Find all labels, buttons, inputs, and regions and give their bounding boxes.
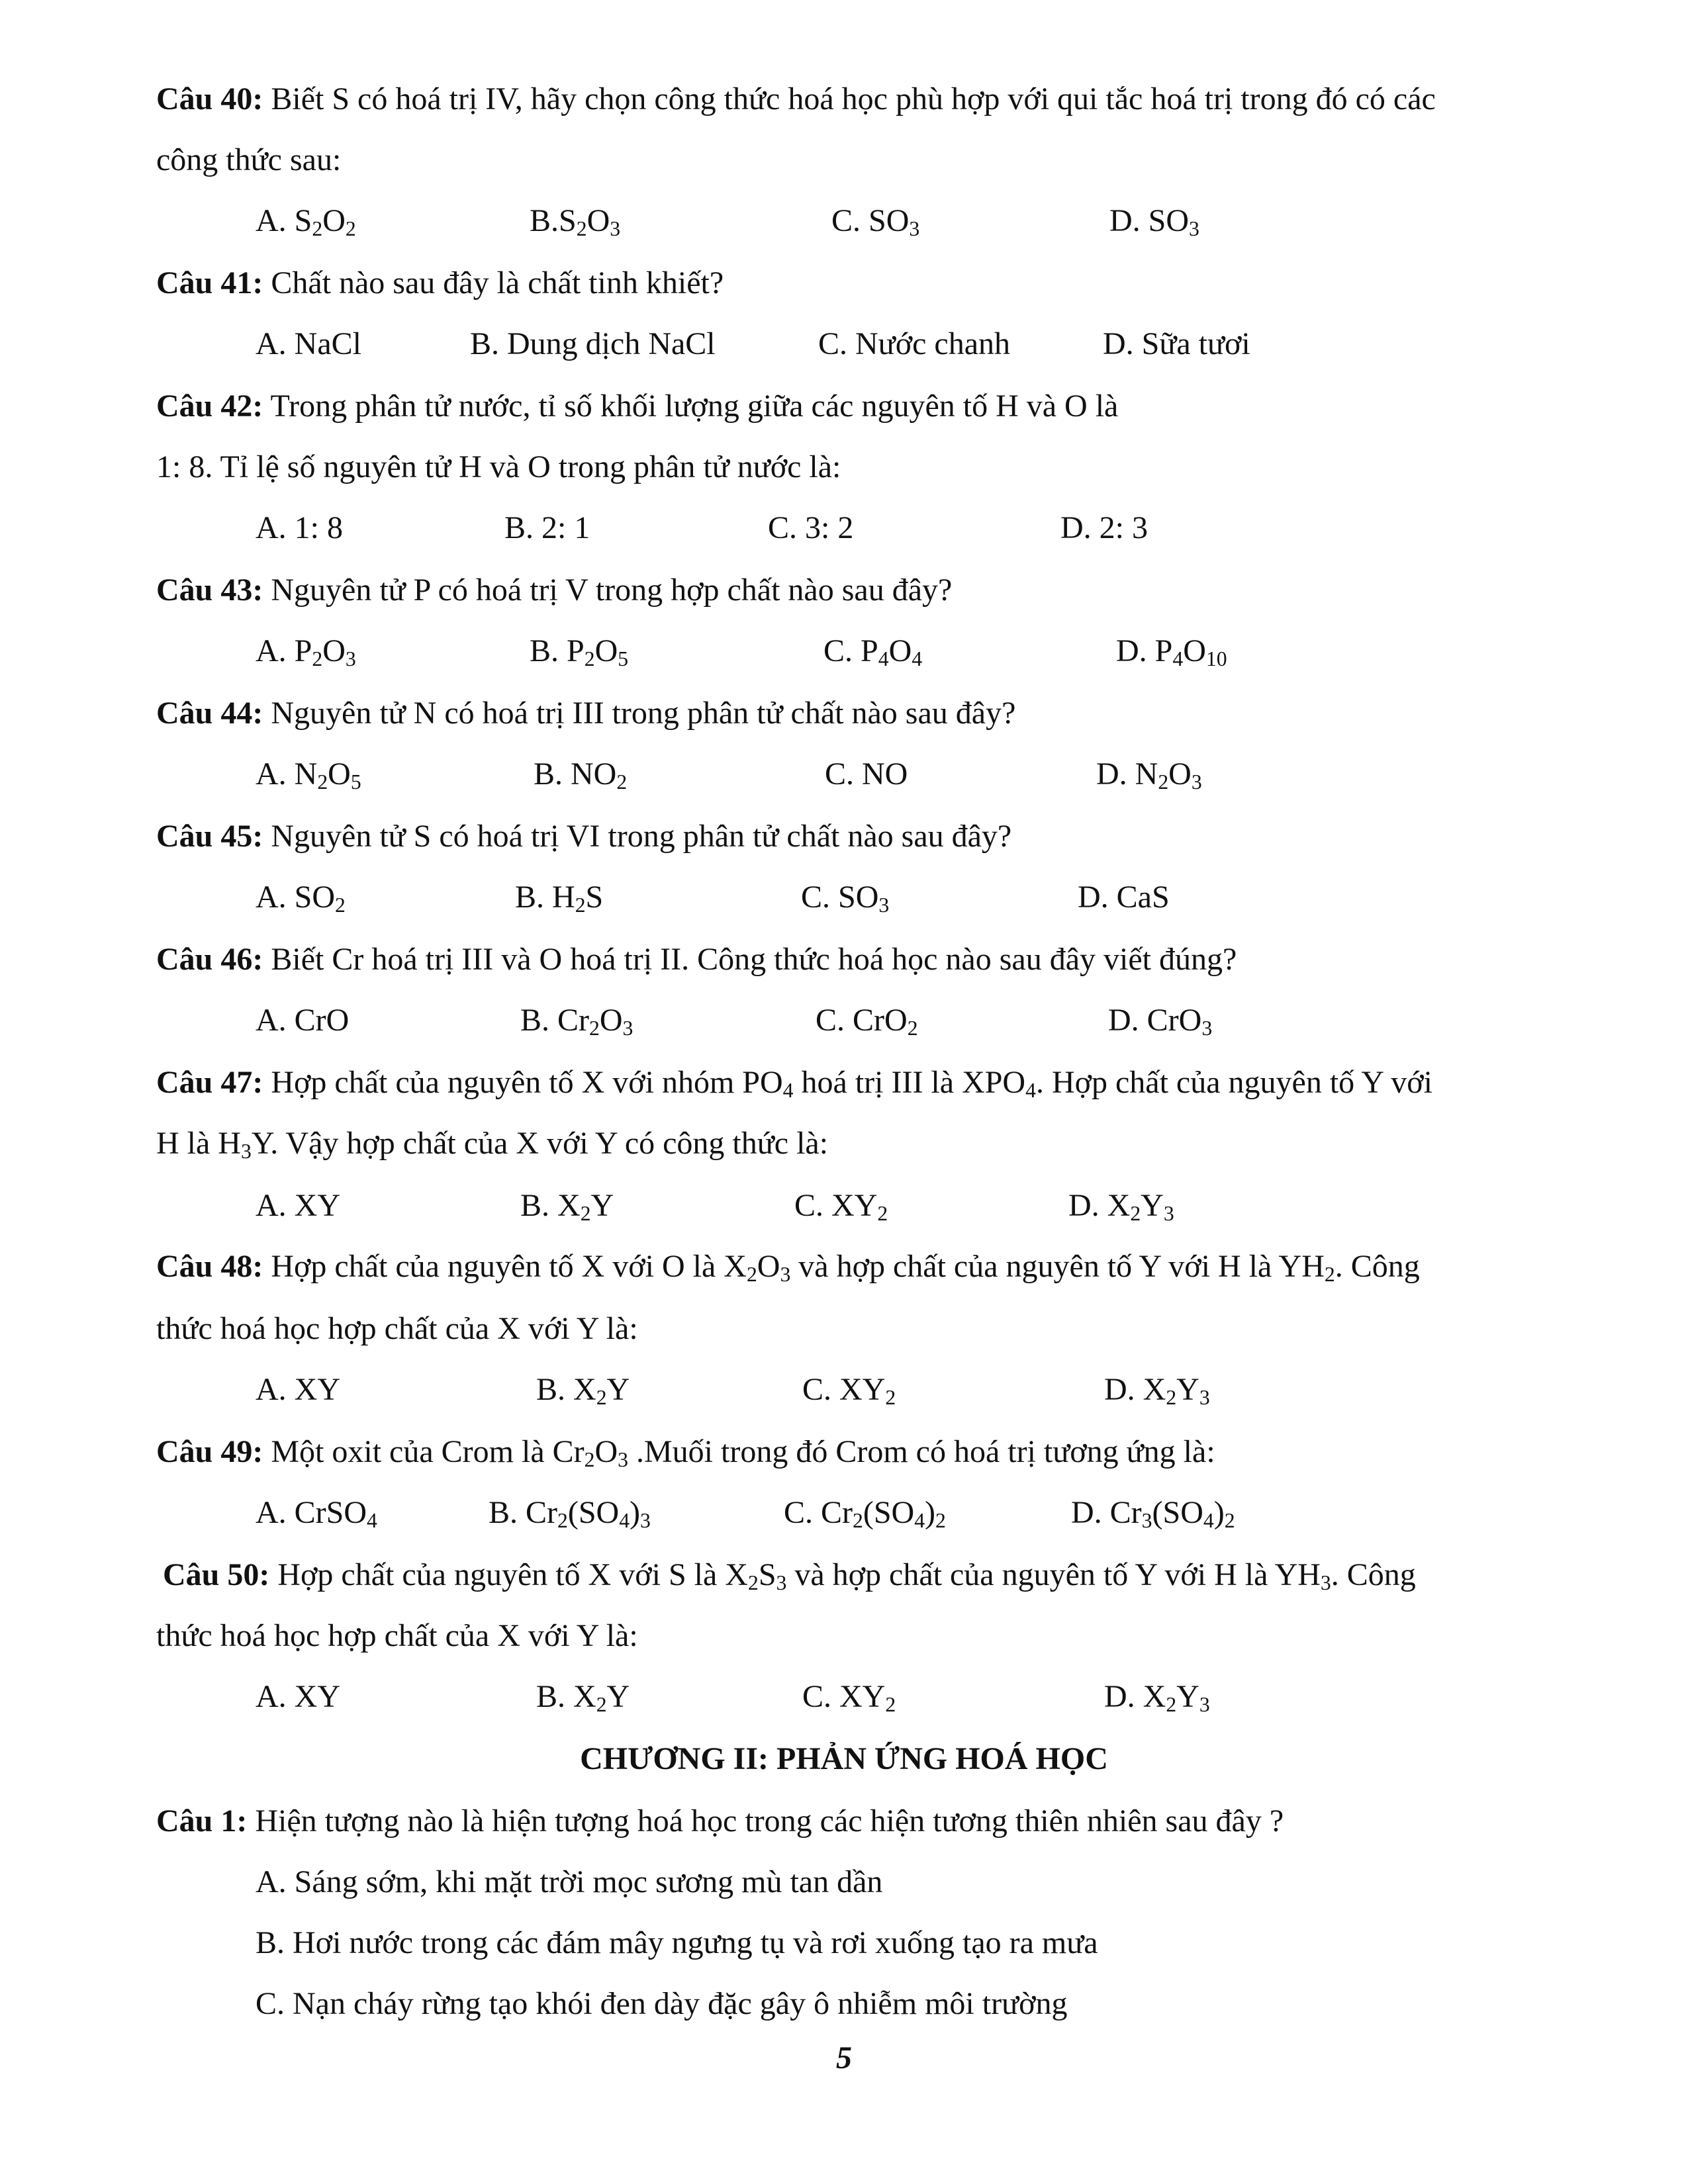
q48-option-b: B. $X_2Y$ [536,1372,630,1409]
q45-option-a: A. $SO_2$ [256,880,346,917]
page-number: 5 [836,2040,852,2075]
q44-option-d: D. $N_2O_3$ [1096,756,1202,794]
q44-line1: Câu 44: Nguyên tử N có hoá trị III trong phân tử chất nào sau đây? [156,696,1016,731]
q44-option-b: B. $NO_2$ [534,756,628,794]
q48-line1: Câu 48: Hợp chất của nguyên tố X với O là $X_2O_3$ và hợp chất của nguyên tố Y với H là $YH_2$. Công [156,1249,1420,1286]
q42-line2: 1: 8. Tỉ lệ số nguyên tử H và O trong phân tử nước là: [156,449,841,484]
q46-option-c: C. CrO$_2$ [816,1003,918,1040]
q45-option-b: B. $H_2S$ [515,880,604,917]
q43-option-d: D. $P_4O_{10}$ [1116,633,1227,670]
q48-option-a: A. XY [256,1372,340,1407]
q49-line1: Câu 49: Một oxit của Crom là $Cr_2O_3$ .Muối trong đó Crom có hoá trị tương ứng là: [156,1434,1215,1471]
ch2-q1-option-b: B. Hơi nước trong các đám mây ngưng tụ và rơi xuống tạo ra mưa [256,1925,1098,1960]
q44-option-c: C. NO [825,756,908,792]
q40-option-a: A. $S_2O_2$ [256,203,356,240]
q50-option-b: B. $X_2Y$ [536,1679,630,1716]
q48-line2: thức hoá học hợp chất của X với Y là: [156,1311,638,1346]
q46-option-a: A. CrO [256,1003,350,1038]
q50-line1: Câu 50: Hợp chất của nguyên tố X với S là $X_2S_3$ và hợp chất của nguyên tố Y với H là $YH_3$. Công [163,1557,1416,1594]
q43-option-a: A. $P_2O_3$ [256,633,356,670]
q43-option-c: C. $P_4O_4$ [823,633,923,670]
q45-option-c: C. $SO_3$ [801,880,890,917]
ch2-q1-option-a: A. Sáng sớm, khi mặt trời mọc sương mù tan dần [256,1864,883,1899]
q43-line1: Câu 43: Nguyên tử P có hoá trị V trong hợp chất nào sau đây? [156,572,953,608]
q40-label: Câu 40: [156,81,263,116]
q49-option-a: A. CrSO$_4$ [256,1495,377,1532]
q43-option-b: B. $P_2O_5$ [530,633,629,670]
q40-option-d: D. $SO_3$ [1109,203,1199,240]
q45-label: Câu 45: [156,819,263,854]
q49-option-d: D. $Cr_3(SO_4)_2$ [1071,1495,1235,1532]
q41-option-c: C. Nước chanh [818,326,1010,361]
q41-option-d: D. Sữa tươi [1103,326,1250,361]
ch2-q1-option-c: C. Nạn cháy rừng tạo khói đen dày đặc gây ô nhiễm môi trường [256,1986,1068,2021]
q42-option-d: D. 2: 3 [1060,510,1148,545]
q47-option-a: A. XY [256,1188,340,1223]
q46-line1: Câu 46: Biết Cr hoá trị III và O hoá trị II. Công thức hoá học nào sau đây viết đúng? [156,942,1237,977]
q47-option-b: B. $X_2Y$ [520,1188,614,1225]
q42-option-c: C. 3: 2 [768,510,854,545]
q50-option-a: A. XY [256,1679,340,1714]
q49-option-b: B. $Cr_2(SO_4)_3$ [489,1495,651,1532]
ch2-q1-label: Câu 1: [156,1803,248,1839]
q47-label: Câu 47: [156,1065,263,1100]
q48-option-d: D. $X_2Y_3$ [1104,1372,1210,1409]
q41-line1: Câu 41: Chất nào sau đây là chất tinh khiết? [156,265,724,300]
q41-option-a: A. NaCl [256,326,361,361]
ch2-q1-line1: Câu 1: Hiện tượng nào là hiện tượng hoá học trong các hiện tương thiên nhiên sau đây ? [156,1803,1284,1839]
q40-option-b: $B.S_2O_3$ [530,203,621,240]
q40-line2: công thức sau: [156,142,342,177]
q47-line1: Câu 47: Hợp chất của nguyên tố X với nhóm $PO_4$ hoá trị III là $XPO_4$. Hợp chất của nguyên tố Y với [156,1065,1432,1102]
q42-option-a: A. 1: 8 [256,510,343,545]
q40-line1: Câu 40: Biết S có hoá trị IV, hãy chọn công thức hoá học phù hợp với qui tắc hoá trị trong đó có các [156,81,1436,116]
q44-label: Câu 44: [156,696,263,731]
q46-option-d: D. CrO$_3$ [1108,1003,1213,1040]
q50-label: Câu 50: [163,1557,270,1592]
q50-option-c: C. $XY_2$ [802,1679,896,1716]
q49-label: Câu 49: [156,1434,263,1469]
q48-label: Câu 48: [156,1249,263,1284]
q46-option-b: B. $Cr_2O_3$ [520,1003,633,1040]
q46-label: Câu 46: [156,942,263,977]
q47-option-c: C. $XY_2$ [794,1188,888,1225]
q48-option-c: C. $XY_2$ [802,1372,896,1409]
q40-option-c: C. $SO_3$ [831,203,920,240]
q50-option-d: D. $X_2Y_3$ [1104,1679,1210,1716]
q47-line2: H là $H_3Y$. Vậy hợp chất của X với Y có công thức là: [156,1126,829,1163]
q41-label: Câu 41: [156,265,263,300]
q42-line1: Câu 42: Trong phân tử nước, tỉ số khối lượng giữa các nguyên tố H và O là [156,388,1119,424]
chapter-title: CHƯƠNG II: PHẢN ỨNG HOÁ HỌC [580,1741,1108,1776]
q49-option-c: C. $Cr_2(SO_4)_2$ [784,1495,946,1532]
q42-label: Câu 42: [156,388,263,424]
q42-option-b: B. 2: 1 [504,510,590,545]
q41-option-b: B. Dung dịch NaCl [470,326,716,361]
q43-label: Câu 43: [156,572,263,608]
q47-option-d: D. $X_2Y_3$ [1068,1188,1174,1225]
q44-option-a: A. $N_2O_5$ [256,756,361,794]
q45-option-d: D. CaS [1078,880,1170,915]
q45-line1: Câu 45: Nguyên tử S có hoá trị VI trong phân tử chất nào sau đây? [156,819,1012,854]
q50-line2: thức hoá học hợp chất của X với Y là: [156,1618,638,1653]
